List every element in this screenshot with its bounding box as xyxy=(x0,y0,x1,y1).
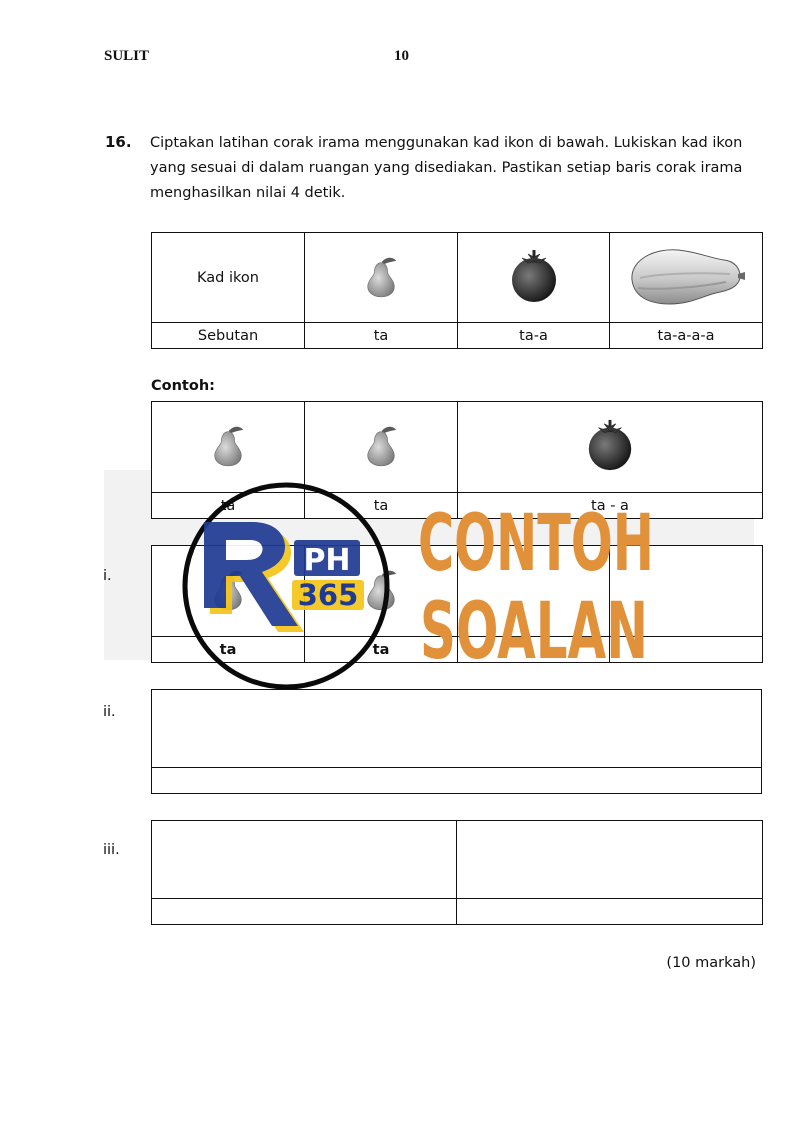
logo-text-ph: PH xyxy=(303,543,351,578)
jambu-icon xyxy=(362,254,400,298)
betik-icon xyxy=(626,244,746,308)
row-label-sebutan: Sebutan xyxy=(152,323,305,349)
example-sebutan-cell: ta xyxy=(305,493,458,519)
manggis-icon xyxy=(583,418,637,472)
logo-text-365: 365 xyxy=(297,578,359,612)
answer-icon-cell[interactable] xyxy=(152,690,762,768)
item-label-ii: ii. xyxy=(103,704,116,720)
example-sebutan-cell: ta xyxy=(152,493,305,519)
answer-icon-cell[interactable] xyxy=(152,821,457,899)
manggis-icon xyxy=(506,248,562,304)
total-marks: (10 markah) xyxy=(666,955,756,971)
sebutan-cell: ta-a-a-a xyxy=(610,323,763,349)
page-number: 10 xyxy=(394,48,409,64)
jambu-icon xyxy=(209,423,247,467)
example-label: Contoh: xyxy=(151,378,215,394)
contoh-soalan-watermark xyxy=(408,498,664,670)
header-sulit: SULIT xyxy=(104,48,150,64)
rph365-logo-watermark xyxy=(180,482,394,692)
answer-table-ii xyxy=(151,689,762,794)
answer-sebutan-cell[interactable] xyxy=(457,899,763,925)
example-sebutan-cell: ta - a xyxy=(458,493,763,519)
question-text: Ciptakan latihan corak irama menggunakan kad ikon di bawah. Lukiskan kad ikon yang sesuai di dalam ruangan yang disediakan. Pastikan setiap baris corak irama menghasilkan nilai 4 detik. xyxy=(150,135,743,201)
question-number: 16. xyxy=(105,133,132,151)
icon-card-table xyxy=(151,232,763,349)
item-label-i: i. xyxy=(103,568,112,584)
sebutan-cell: ta-a xyxy=(458,323,610,349)
answer-sebutan-cell: ta xyxy=(152,637,305,663)
watermark-line-soalan: SOALAN xyxy=(420,587,648,670)
answer-sebutan-cell[interactable] xyxy=(152,899,457,925)
jambu-icon xyxy=(362,423,400,467)
item-label-iii: iii. xyxy=(103,842,120,858)
sebutan-cell: ta xyxy=(305,323,458,349)
answer-icon-cell[interactable] xyxy=(457,821,763,899)
watermark-line-contoh: CONTOH xyxy=(418,499,654,589)
row-label-kad-ikon: Kad ikon xyxy=(152,233,305,323)
answer-sebutan-cell: ta xyxy=(305,637,458,663)
answer-sebutan-cell[interactable] xyxy=(152,768,762,794)
answer-table-iii xyxy=(151,820,763,925)
